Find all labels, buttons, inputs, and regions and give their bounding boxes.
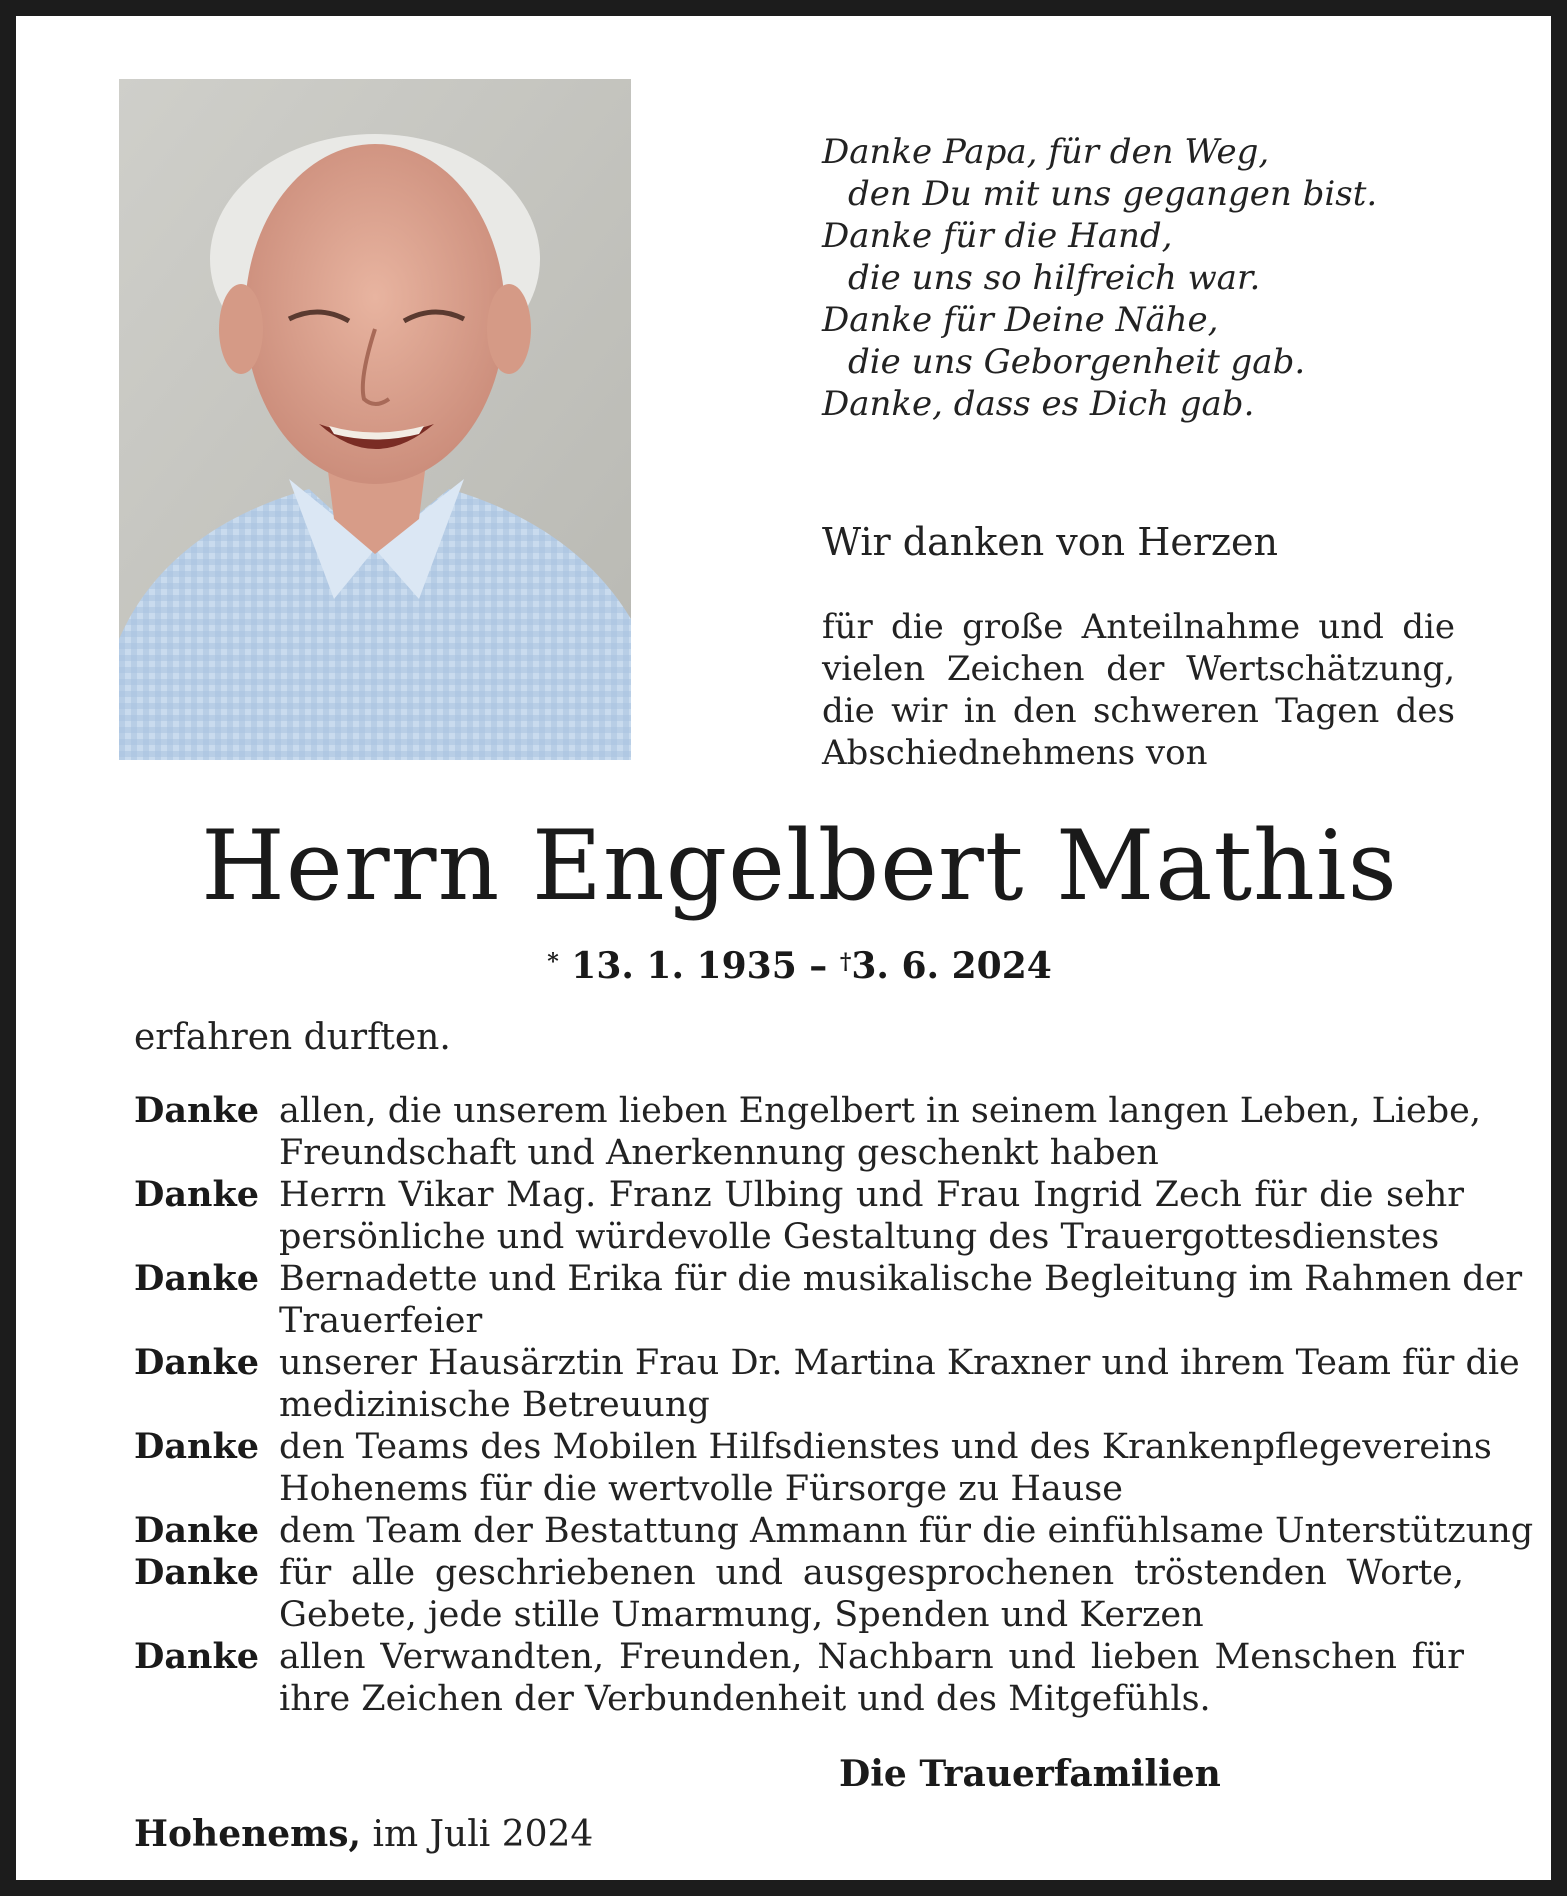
danke-label: Danke bbox=[134, 1258, 259, 1299]
danke-list bbox=[134, 1090, 1534, 1720]
danke-text-line: medizinische Betreuung bbox=[279, 1385, 710, 1425]
danke-label: Danke bbox=[134, 1342, 259, 1383]
danke-text-line: für alle geschriebenen und ausgesprochenen tröstenden Worte, bbox=[279, 1553, 1464, 1593]
danke-text-line: unserer Hausärztin Frau Dr. Martina Kraxner und ihrem Team für die bbox=[279, 1343, 1520, 1383]
danke-text-line: dem Team der Bestattung Ammann für die einfühlsame Unterstützung bbox=[279, 1511, 1534, 1551]
danke-text-line: persönliche und würdevolle Gestaltung des Trauergottesdienstes bbox=[279, 1217, 1440, 1257]
thanks-heading: Wir danken von Herzen bbox=[822, 520, 1278, 564]
place-date-text: im Juli 2024 bbox=[372, 1814, 594, 1855]
danke-label: Danke bbox=[134, 1426, 259, 1467]
danke-label: Danke bbox=[134, 1636, 259, 1677]
danke-item bbox=[134, 1090, 1481, 1174]
danke-label: Danke bbox=[134, 1552, 259, 1593]
date-separator: – bbox=[809, 945, 828, 987]
danke-item bbox=[134, 1258, 1523, 1342]
danke-text-line: allen Verwandten, Freunden, Nachbarn und lieben Menschen für bbox=[279, 1637, 1464, 1677]
danke-text-line: allen, die unserem lieben Engelbert in seinem langen Leben, Liebe, bbox=[279, 1091, 1481, 1131]
place-date bbox=[134, 1812, 593, 1857]
danke-text bbox=[279, 1174, 1464, 1258]
place: Hohenems, bbox=[134, 1813, 362, 1855]
danke-text-line: Herrn Vikar Mag. Franz Ulbing und Frau Ingrid Zech für die sehr bbox=[279, 1175, 1464, 1215]
poem-line: die uns Geborgenheit gab. bbox=[848, 342, 1306, 382]
death-date: 3. 6. 2024 bbox=[851, 945, 1052, 987]
danke-item bbox=[134, 1510, 1534, 1552]
poem bbox=[822, 131, 1377, 425]
thanks-line: vielen Zeichen der Wertschätzung, bbox=[822, 649, 1455, 689]
poem-line: Danke für die Hand, bbox=[822, 216, 1173, 256]
danke-text bbox=[279, 1510, 1533, 1552]
life-dates bbox=[16, 944, 1567, 988]
birth-symbol: * bbox=[547, 949, 559, 975]
poem-line: den Du mit uns gegangen bist. bbox=[848, 174, 1378, 214]
danke-text bbox=[279, 1090, 1481, 1174]
danke-label: Danke bbox=[134, 1090, 259, 1131]
danke-text-line: den Teams des Mobilen Hilfsdienstes und des Krankenpflegevereins bbox=[279, 1427, 1492, 1467]
thanks-line: die wir in den schweren Tagen des bbox=[822, 691, 1455, 731]
thanks-paragraph bbox=[822, 606, 1455, 774]
poem-line: Danke für Deine Nähe, bbox=[822, 300, 1219, 340]
danke-text-line: Trauerfeier bbox=[279, 1301, 483, 1341]
thanks-line: Abschiednehmens von bbox=[822, 733, 1208, 773]
deceased-name: Herrn Engelbert Mathis bbox=[201, 810, 1398, 922]
danke-text-line: ihre Zeichen der Verbundenheit und des Mitgefühls. bbox=[279, 1679, 1211, 1719]
danke-text bbox=[279, 1258, 1522, 1342]
danke-item bbox=[134, 1174, 1464, 1258]
poem-line: Danke, dass es Dich gab. bbox=[822, 384, 1255, 424]
danke-text bbox=[279, 1342, 1520, 1426]
danke-text bbox=[279, 1426, 1492, 1510]
danke-text-line: Bernadette und Erika für die musikalische Begleitung im Rahmen der bbox=[279, 1259, 1523, 1299]
danke-text-line: Gebete, jede stille Umarmung, Spenden und Kerzen bbox=[279, 1595, 1204, 1635]
danke-text-line: Hohenems für die wertvolle Fürsorge zu Hause bbox=[279, 1469, 1123, 1509]
danke-item bbox=[134, 1342, 1520, 1426]
erfahren-text: erfahren durften. bbox=[134, 1017, 451, 1058]
death-symbol: † bbox=[839, 949, 852, 975]
danke-text bbox=[279, 1636, 1464, 1720]
thanks-line: für die große Anteilnahme und die bbox=[822, 607, 1455, 647]
danke-item bbox=[134, 1636, 1464, 1720]
poem-line: Danke Papa, für den Weg, bbox=[822, 132, 1270, 172]
danke-text-line: Freundschaft und Anerkennung geschenkt haben bbox=[279, 1133, 1159, 1173]
poem-line: die uns so hilfreich war. bbox=[848, 258, 1261, 298]
portrait-photo bbox=[119, 79, 631, 760]
danke-item bbox=[134, 1552, 1464, 1636]
birth-date: 13. 1. 1935 bbox=[571, 945, 797, 987]
danke-text bbox=[279, 1552, 1464, 1636]
signature: Die Trauerfamilien bbox=[839, 1753, 1221, 1795]
danke-label: Danke bbox=[134, 1174, 259, 1215]
danke-item bbox=[134, 1426, 1492, 1510]
portrait-image bbox=[119, 79, 631, 760]
danke-label: Danke bbox=[134, 1510, 259, 1551]
